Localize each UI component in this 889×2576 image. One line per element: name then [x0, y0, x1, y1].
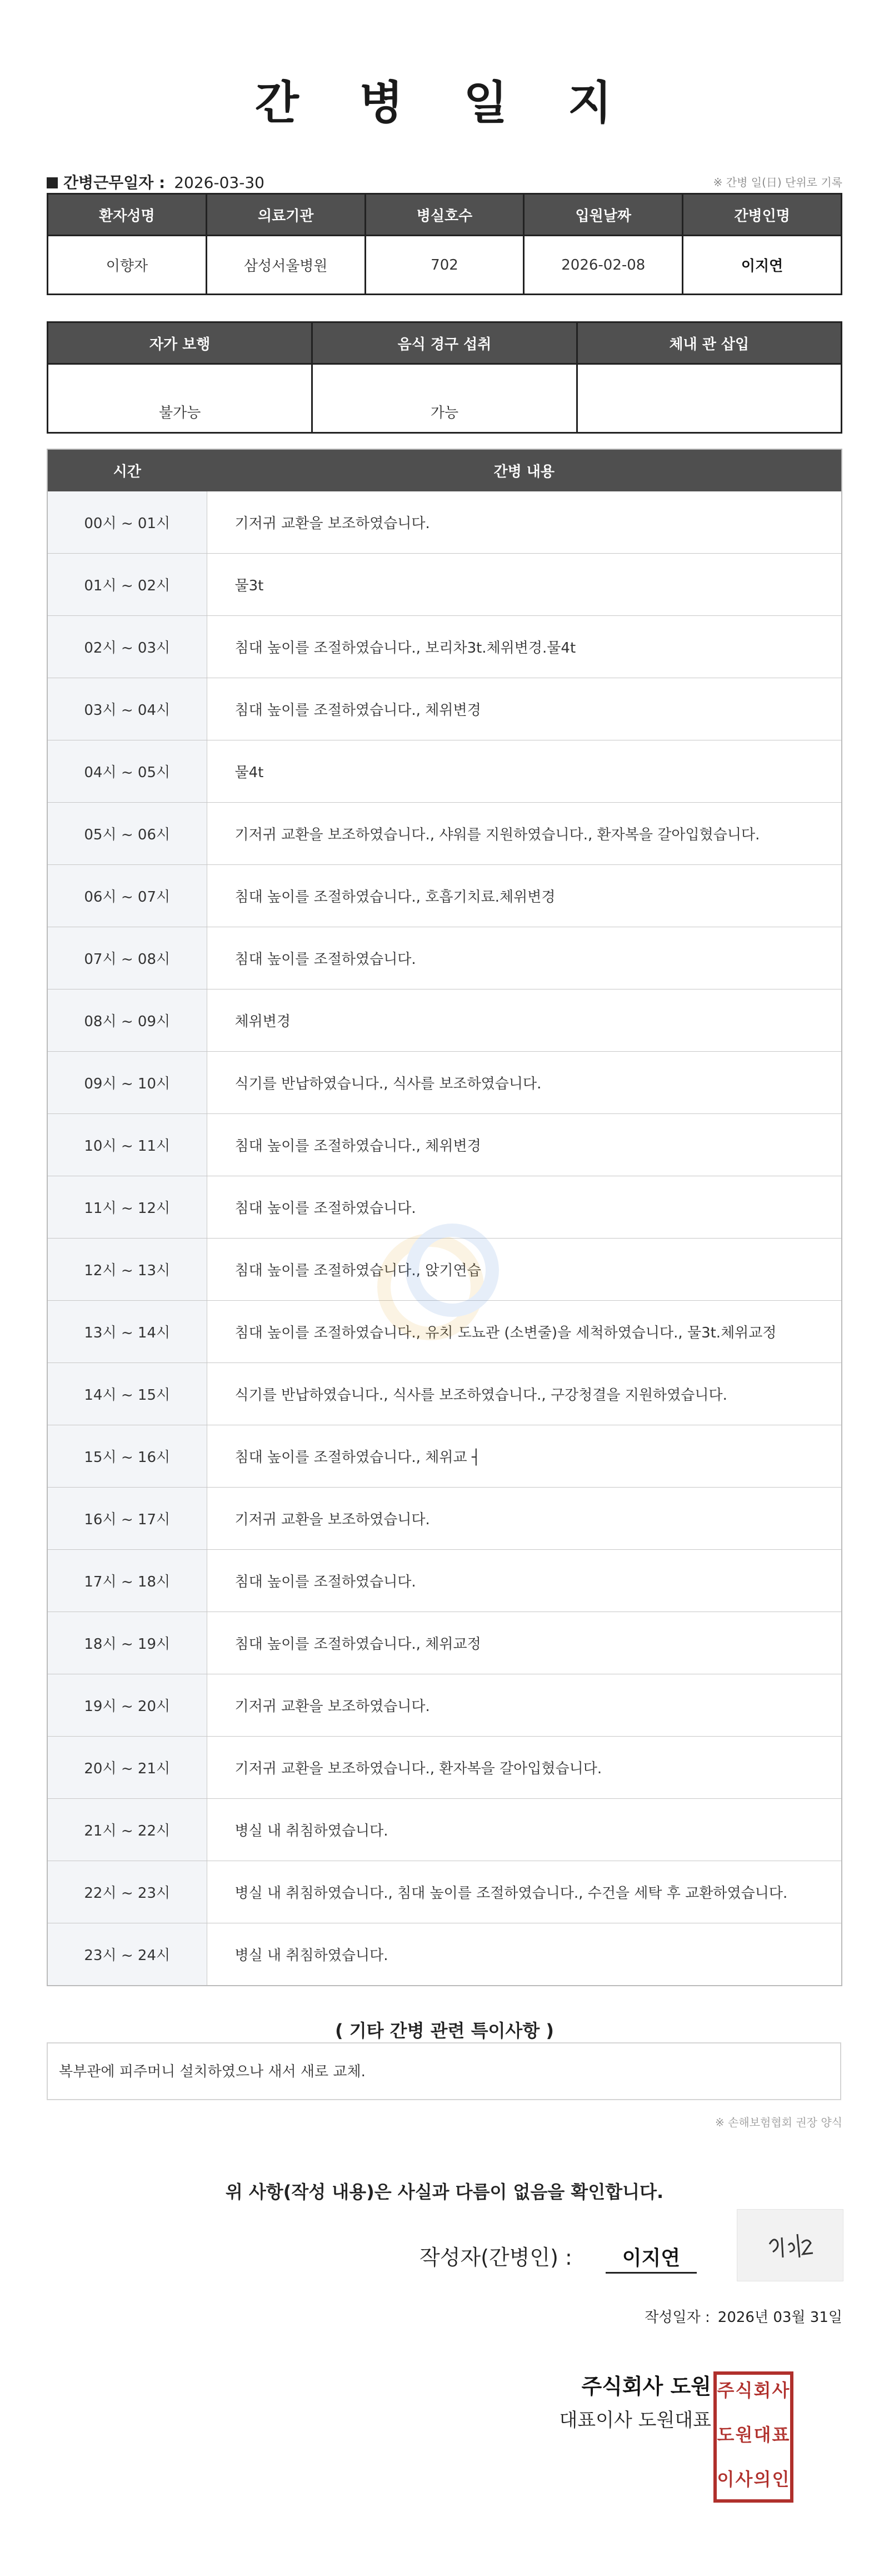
svg-text:식: 식: [735, 2380, 753, 2401]
patient-status-table: [47, 321, 842, 434]
table-row: [47, 1052, 842, 1114]
content-cell: 침대 높이를 조절하였습니다., 체위변경: [207, 678, 842, 740]
table-row: [47, 554, 842, 616]
content-cell: 기저귀 교환을 보조하였습니다.: [207, 1488, 842, 1550]
time-cell: 04시 ~ 05시: [47, 740, 207, 803]
written-date: [645, 2306, 842, 2326]
table-row: [47, 491, 842, 554]
content-cell: 병실 내 취침하였습니다., 침대 높이를 조절하였습니다., 수건을 세탁 후 교환하였습니다.: [207, 1861, 842, 1923]
time-cell: 12시 ~ 13시: [47, 1239, 207, 1301]
svg-text:도: 도: [717, 2424, 735, 2445]
time-cell: 02시 ~ 03시: [47, 616, 207, 678]
svg-text:원: 원: [735, 2424, 753, 2445]
svg-text:회: 회: [753, 2380, 771, 2401]
table-row: [47, 989, 842, 1052]
table-row: [47, 1674, 842, 1737]
duty-date-value: 2026-03-30: [174, 173, 264, 192]
svg-text:사: 사: [772, 2380, 790, 2401]
content-cell: 체위변경: [207, 989, 842, 1052]
header-admission-date: 입원날짜: [524, 194, 683, 236]
table-row: [47, 678, 842, 740]
header-time: 시간: [47, 449, 207, 491]
header-caregiver-name: 간병인명: [683, 194, 842, 236]
table-row: [47, 865, 842, 927]
table-row: [47, 1799, 842, 1861]
admission-date: 2026-02-08: [524, 236, 683, 295]
time-cell: 09시 ~ 10시: [47, 1052, 207, 1114]
header-care-content: 간병 내용: [207, 449, 842, 491]
content-cell: 침대 높이를 조절하였습니다., 보리차3t.체위변경.물4t: [207, 616, 842, 678]
hospital-name: 삼성서울병원: [206, 236, 365, 295]
confirmation-statement: 위 사항(작성 내용)은 사실과 다름이 없음을 확인합니다.: [225, 2181, 664, 2202]
header-hospital: 의료기관: [206, 194, 365, 236]
written-date-value: 2026년 03월 31일: [717, 2309, 842, 2326]
time-cell: 21시 ~ 22시: [47, 1799, 207, 1861]
content-cell: 침대 높이를 조절하였습니다., 호흡기치료.체위변경: [207, 865, 842, 927]
time-cell: 17시 ~ 18시: [47, 1550, 207, 1612]
content-cell: 침대 높이를 조절하였습니다., 유치 도뇨관 (소변줄)을 세척하였습니다., 물3t.체위교정: [207, 1301, 842, 1363]
table-row: [47, 803, 842, 865]
signature-box: [737, 2209, 843, 2281]
table-row: [47, 1612, 842, 1674]
table-row: [47, 1425, 842, 1488]
page-title: 간 병 일 지: [254, 77, 635, 130]
time-cell: 06시 ~ 07시: [47, 865, 207, 927]
table-row: [47, 1363, 842, 1425]
content-cell: 침대 높이를 조절하였습니다., 체위변경: [207, 1114, 842, 1176]
special-notes-box: 복부관에 피주머니 설치하였으나 새서 새로 교체.: [47, 2042, 841, 2100]
handwritten-signature-icon: [737, 2210, 843, 2281]
time-cell: 00시 ~ 01시: [47, 491, 207, 554]
svg-text:주: 주: [717, 2380, 735, 2401]
time-cell: 23시 ~ 24시: [47, 1923, 207, 1986]
time-cell: 15시 ~ 16시: [47, 1425, 207, 1488]
company-seal-icon: [713, 2371, 793, 2503]
content-cell: 침대 높이를 조절하였습니다.: [207, 1550, 842, 1612]
time-cell: 03시 ~ 04시: [47, 678, 207, 740]
caregiver-name: 이지연: [683, 236, 842, 295]
table-row: [47, 1861, 842, 1923]
patient-name: 이향자: [48, 236, 207, 295]
company-name: 주식회사 도원: [581, 2374, 711, 2399]
time-cell: 05시 ~ 06시: [47, 803, 207, 865]
content-cell: 침대 높이를 조절하였습니다., 체위교 ┤: [207, 1425, 842, 1488]
unit-note: ※ 간병 일(日) 단위로 기록: [713, 176, 842, 189]
time-cell: 11시 ~ 12시: [47, 1176, 207, 1239]
header-oral-intake: 음식 경구 섭취: [312, 322, 577, 364]
content-cell: 침대 높이를 조절하였습니다., 앉기연습: [207, 1239, 842, 1301]
content-cell: 침대 높이를 조절하였습니다.: [207, 1176, 842, 1239]
svg-text:인: 인: [772, 2469, 790, 2490]
special-notes-title: ( 기타 간병 관련 특이사항 ): [334, 2020, 555, 2041]
duty-date: [47, 171, 264, 193]
time-cell: 16시 ~ 17시: [47, 1488, 207, 1550]
content-cell: 물3t: [207, 554, 842, 616]
header-patient-name: 환자성명: [48, 194, 207, 236]
table-row: [47, 1114, 842, 1176]
self-walking-value: 불가능: [48, 364, 312, 433]
representative-name: 대표이사 도원대표: [559, 2409, 711, 2431]
content-cell: 기저귀 교환을 보조하였습니다., 환자복을 갈아입혔습니다.: [207, 1737, 842, 1799]
svg-text:사: 사: [735, 2469, 753, 2490]
written-date-label: 작성일자 :: [645, 2309, 710, 2326]
svg-text:표: 표: [772, 2424, 790, 2445]
table-row: [47, 616, 842, 678]
table-row: [47, 740, 842, 803]
content-cell: 기저귀 교환을 보조하였습니다., 샤워를 지원하였습니다., 환자복을 갈아입혔습니다.: [207, 803, 842, 865]
time-cell: 22시 ~ 23시: [47, 1861, 207, 1923]
source-note: ※ 손해보험협회 권장 양식: [715, 2116, 842, 2129]
time-cell: 13시 ~ 14시: [47, 1301, 207, 1363]
table-row: [47, 1488, 842, 1550]
writer-name: 이지연: [606, 2242, 697, 2274]
content-cell: 식기를 반납하였습니다., 식사를 보조하였습니다., 구강청결을 지원하였습니다.: [207, 1363, 842, 1425]
time-cell: 18시 ~ 19시: [47, 1612, 207, 1674]
content-cell: 기저귀 교환을 보조하였습니다.: [207, 491, 842, 554]
room-number: 702: [365, 236, 524, 295]
watermark-logo-icon: [356, 1195, 522, 1362]
duty-date-label: 간병근무일자 :: [63, 173, 166, 192]
time-cell: 10시 ~ 11시: [47, 1114, 207, 1176]
content-cell: 침대 높이를 조절하였습니다., 체위교정: [207, 1612, 842, 1674]
oral-intake-value: 가능: [312, 364, 577, 433]
svg-text:대: 대: [753, 2424, 771, 2445]
svg-text:의: 의: [753, 2469, 771, 2490]
header-tube-insertion: 체내 관 삽입: [577, 322, 841, 364]
svg-text:이: 이: [717, 2469, 735, 2490]
header-room-number: 병실호수: [365, 194, 524, 236]
content-cell: 병실 내 취침하였습니다.: [207, 1799, 842, 1861]
time-cell: 14시 ~ 15시: [47, 1363, 207, 1425]
time-cell: 20시 ~ 21시: [47, 1737, 207, 1799]
time-cell: 08시 ~ 09시: [47, 989, 207, 1052]
time-cell: 01시 ~ 02시: [47, 554, 207, 616]
tube-insertion-value: [577, 364, 841, 433]
content-cell: 기저귀 교환을 보조하였습니다.: [207, 1674, 842, 1737]
table-row: [47, 927, 842, 989]
content-cell: 물4t: [207, 740, 842, 803]
header-self-walking: 자가 보행: [48, 322, 312, 364]
time-cell: 19시 ~ 20시: [47, 1674, 207, 1737]
time-cell: 07시 ~ 08시: [47, 927, 207, 989]
content-cell: 침대 높이를 조절하였습니다.: [207, 927, 842, 989]
table-row: [47, 1550, 842, 1612]
writer-line: [419, 2240, 697, 2274]
writer-label: 작성자(간병인) :: [419, 2245, 572, 2270]
table-row: [47, 1923, 842, 1986]
content-cell: 식기를 반납하였습니다., 식사를 보조하였습니다.: [207, 1052, 842, 1114]
patient-info-table: [47, 193, 842, 295]
square-bullet-icon: [47, 177, 58, 188]
content-cell: 병실 내 취침하였습니다.: [207, 1923, 842, 1986]
table-row: [47, 1737, 842, 1799]
